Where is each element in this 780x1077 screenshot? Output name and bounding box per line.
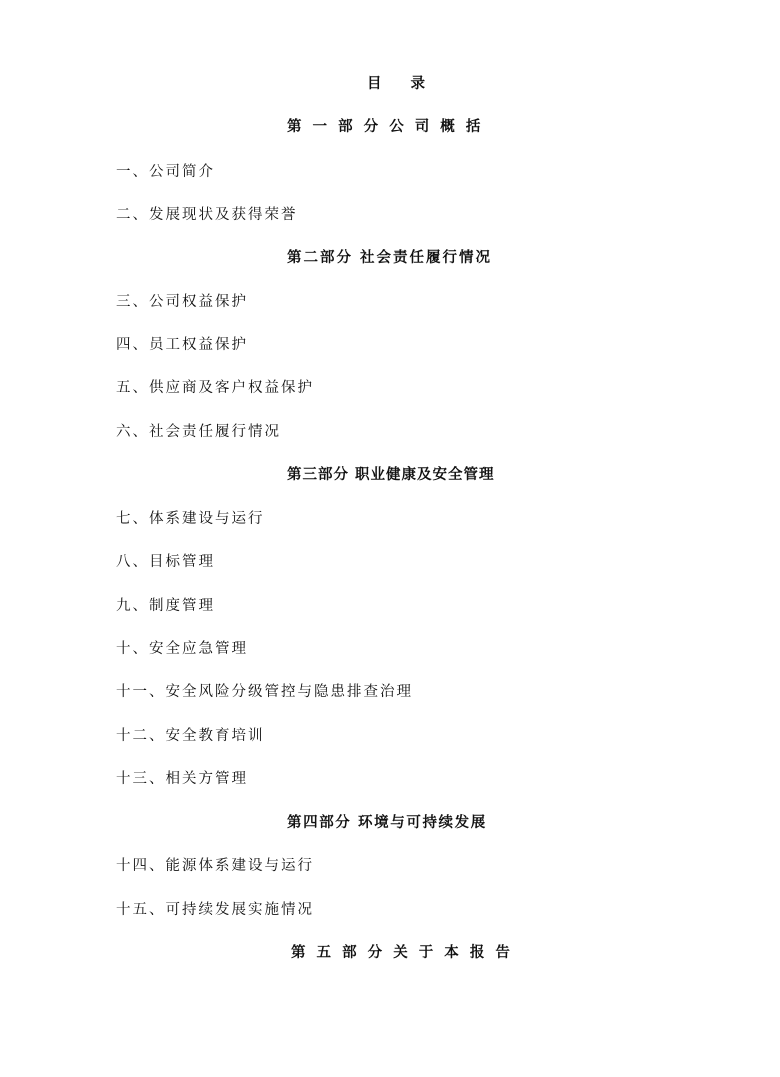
part-4-heading: 第四部分 环境与可持续发展 (287, 815, 487, 831)
part-2-heading: 第二部分 社会责任履行情况 (287, 250, 493, 266)
toc-item: 一、公司简介 (116, 164, 215, 180)
toc-item: 六、社会责任履行情况 (116, 424, 281, 440)
toc-item: 十、安全应急管理 (116, 641, 248, 657)
toc-item: 十五、可持续发展实施情况 (116, 902, 314, 918)
toc-item: 七、体系建设与运行 (116, 511, 265, 527)
toc-item: 十一、安全风险分级管控与隐患排查治理 (116, 684, 413, 700)
part-3-heading: 第三部分 职业健康及安全管理 (287, 467, 495, 483)
part-5-heading: 第 五 部 分 关 于 本 报 告 (291, 945, 513, 961)
toc-item: 二、发展现状及获得荣誉 (116, 207, 298, 223)
toc-item: 八、目标管理 (116, 554, 215, 570)
toc-item: 十二、安全教育培训 (116, 728, 265, 744)
toc-item: 四、员工权益保护 (116, 337, 248, 353)
toc-item: 十三、相关方管理 (116, 771, 248, 787)
toc-item: 三、公司权益保护 (116, 294, 248, 310)
part-1-heading: 第 一 部 分 公 司 概 括 (287, 119, 484, 135)
toc-item: 五、供应商及客户权益保护 (116, 380, 314, 396)
toc-item: 十四、能源体系建设与运行 (116, 858, 314, 874)
toc-item: 九、制度管理 (116, 598, 215, 614)
toc-title: 目 录 (366, 76, 438, 92)
